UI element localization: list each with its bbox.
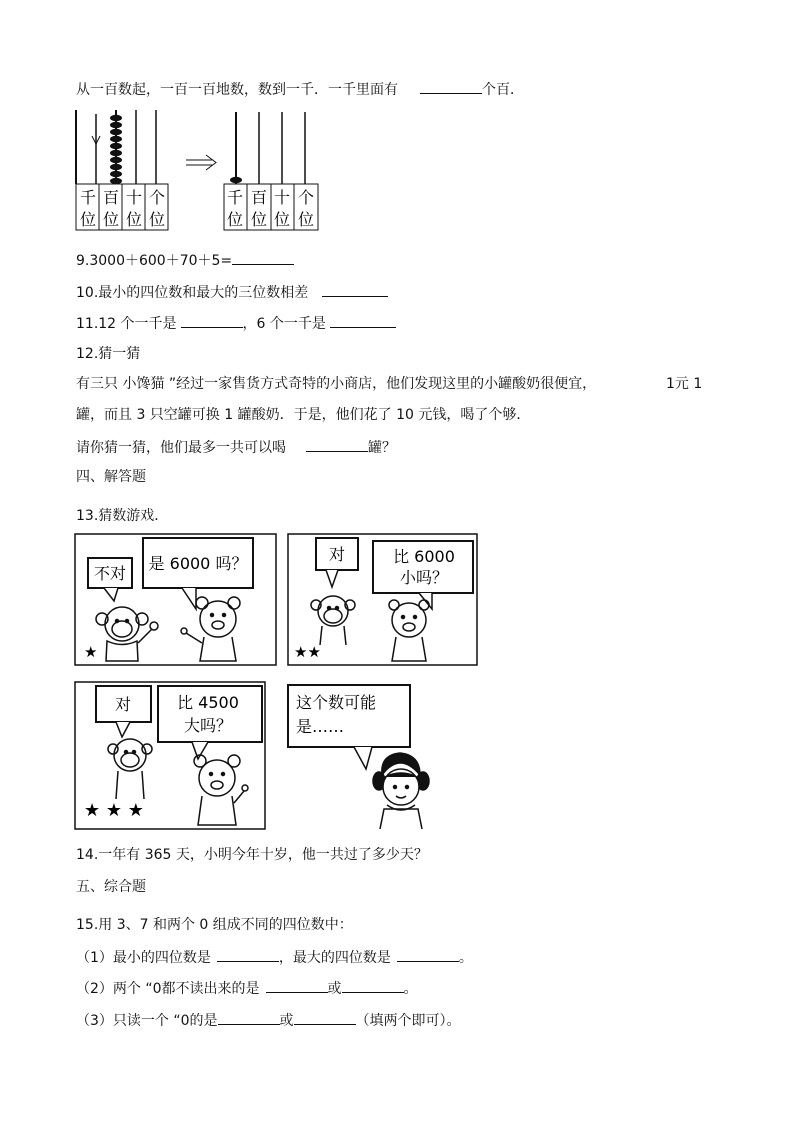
svg-text:百: 百 bbox=[250, 188, 268, 207]
answer-blank[interactable] bbox=[397, 947, 459, 962]
q8-suffix: 个百． bbox=[482, 82, 524, 98]
q8-text: 从一百数起，一百一百地数，数到一千．一千里面有 bbox=[76, 82, 398, 98]
comic-panel-2 bbox=[288, 534, 477, 665]
comic-panel-3 bbox=[75, 682, 265, 829]
speech-bubble-text: 不对 bbox=[93, 564, 127, 583]
star-rating: ★ bbox=[84, 643, 98, 661]
question-15-title: 15.用 3、7 和两个 0 组成不同的四位数中： bbox=[76, 917, 353, 933]
comic-panel-1 bbox=[75, 534, 276, 665]
answer-blank[interactable] bbox=[217, 947, 279, 962]
question-12-line1: 有三只 小馋猫 ”经过一家售货方式奇特的小商店，他们发现这里的小罐酸奶很便宜， 1元 1 bbox=[76, 376, 703, 392]
svg-text:这个数可能: 这个数可能 bbox=[296, 693, 377, 712]
star-rating: ★★ bbox=[294, 643, 321, 661]
svg-text:位: 位 bbox=[102, 210, 120, 229]
answer-blank[interactable] bbox=[342, 978, 404, 993]
question-15-part-2: （2）两个 “0都不读出来的是 或 。 bbox=[76, 978, 418, 998]
abacus-after bbox=[224, 112, 318, 230]
question-12-line2: 罐，而且 3 只空罐可换 1 罐酸奶．于是，他们花了 10 元钱，喝了个够． bbox=[76, 407, 531, 423]
svg-text:位: 位 bbox=[226, 210, 244, 229]
bear-character bbox=[194, 755, 248, 825]
answer-blank[interactable] bbox=[330, 313, 396, 328]
svg-text:位: 位 bbox=[250, 210, 268, 229]
question-13: 13.猜数游戏． bbox=[76, 508, 169, 524]
answer-blank[interactable] bbox=[266, 978, 328, 993]
bear-character bbox=[389, 600, 429, 661]
label-hundreds: 百 bbox=[102, 188, 120, 207]
question-9 bbox=[76, 250, 294, 270]
abacus-figure bbox=[74, 108, 324, 234]
svg-text:对: 对 bbox=[114, 695, 132, 714]
svg-text:位: 位 bbox=[125, 210, 143, 229]
section-4-title: 四、解答题 bbox=[76, 469, 146, 485]
question-15-part-1: （1）最小的四位数是 ，最大的四位数是 。 bbox=[76, 947, 473, 967]
q11-text: 11.12 个一千是 bbox=[76, 316, 177, 332]
label-ones: 个 bbox=[148, 188, 166, 207]
svg-text:比 4500: 比 4500 bbox=[177, 693, 239, 712]
svg-text:对: 对 bbox=[328, 545, 346, 564]
label-tens: 十 bbox=[125, 188, 143, 207]
monkey-character bbox=[96, 607, 158, 661]
svg-text:位: 位 bbox=[148, 210, 166, 229]
svg-text:位: 位 bbox=[79, 210, 97, 229]
label-thousands: 千 bbox=[79, 188, 97, 207]
monkey-character bbox=[311, 596, 355, 645]
answer-blank[interactable] bbox=[218, 1010, 280, 1025]
answer-blank[interactable] bbox=[420, 79, 482, 94]
q10-text: 10.最小的四位数和最大的三位数相差 bbox=[76, 285, 309, 301]
question-10 bbox=[76, 282, 388, 302]
question-12-title: 12.猜一猜 bbox=[76, 346, 141, 362]
svg-text:小吗？: 小吗？ bbox=[399, 568, 449, 587]
svg-text:位: 位 bbox=[273, 210, 291, 229]
section-5-title: 五、综合题 bbox=[76, 879, 146, 895]
svg-text:十: 十 bbox=[273, 188, 291, 207]
bear-character bbox=[181, 597, 240, 661]
monkey-character bbox=[108, 739, 152, 799]
question-15-part-3: （3）只读一个 “0的是 或 （填两个即可）。 bbox=[76, 1010, 461, 1030]
question-12-line3: 请你猜一猜，他们最多一共可以喝 罐？ bbox=[76, 437, 396, 457]
speech-bubble-text: 是 6000 吗？ bbox=[148, 554, 248, 573]
svg-text:位: 位 bbox=[297, 210, 315, 229]
answer-blank[interactable] bbox=[181, 313, 243, 328]
svg-text:是……: 是…… bbox=[296, 717, 345, 736]
svg-text:比 6000: 比 6000 bbox=[393, 547, 455, 566]
question-14: 14.一年有 365 天，小明今年十岁，他一共过了多少天？ bbox=[76, 847, 428, 863]
star-rating: ★ ★ ★ bbox=[84, 800, 144, 821]
question-11: 11.12 个一千是 ，6 个一千是 bbox=[76, 313, 396, 333]
svg-text:大吗？: 大吗？ bbox=[183, 716, 233, 735]
svg-text:个: 个 bbox=[297, 188, 315, 207]
girl-character bbox=[373, 753, 429, 829]
answer-blank[interactable] bbox=[322, 282, 388, 297]
question-8 bbox=[76, 79, 524, 99]
abacus-before bbox=[76, 110, 168, 230]
answer-blank[interactable] bbox=[294, 1010, 356, 1025]
arrow-right-icon bbox=[186, 155, 216, 170]
answer-blank[interactable] bbox=[232, 250, 294, 265]
q9-text: 9.3000＋600＋70＋5= bbox=[76, 253, 233, 269]
answer-blank[interactable] bbox=[306, 437, 368, 452]
guess-number-comic bbox=[74, 533, 480, 833]
abacus-bead bbox=[230, 177, 242, 183]
svg-text:千: 千 bbox=[226, 188, 244, 207]
comic-panel-4 bbox=[288, 685, 429, 829]
